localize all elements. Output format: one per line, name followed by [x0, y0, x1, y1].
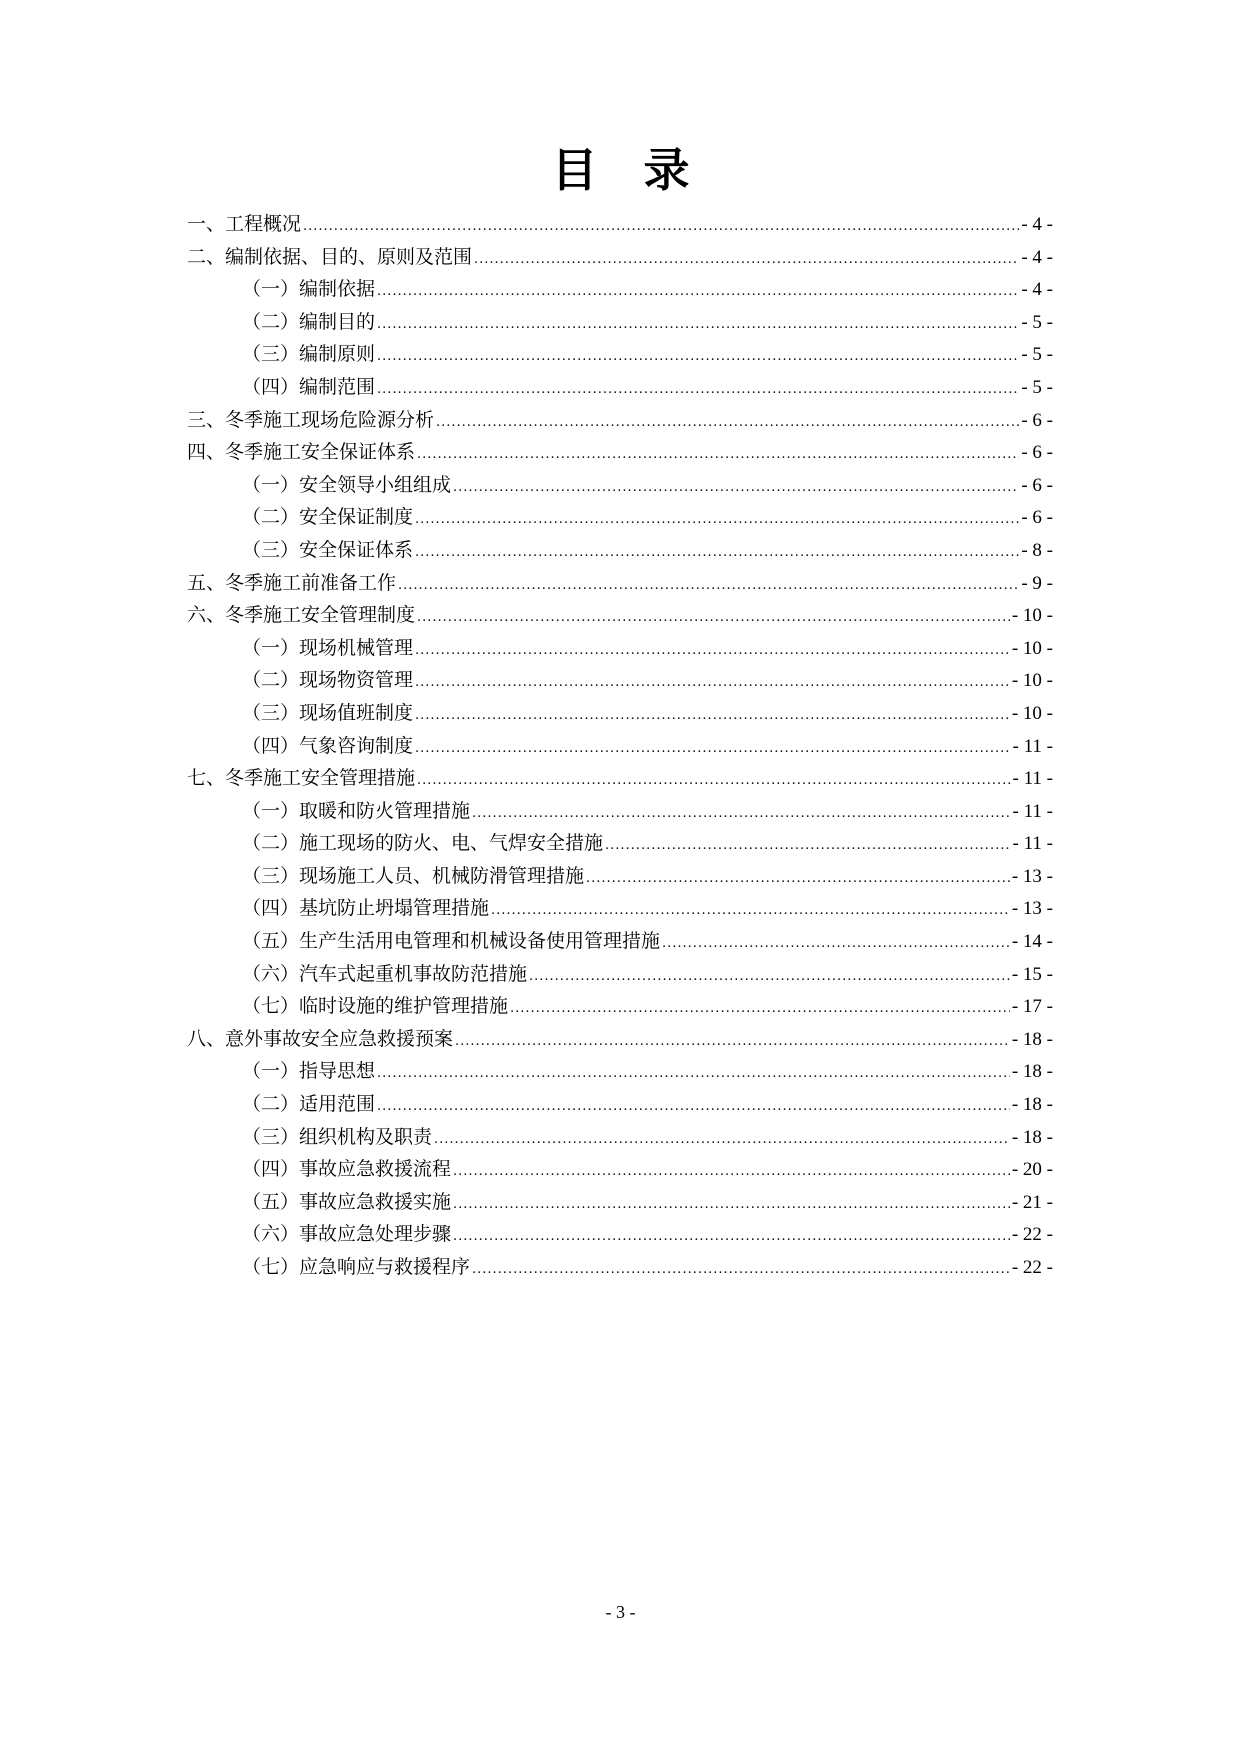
toc-dot-leader [415, 733, 1011, 766]
toc-entry-label: （六）事故应急处理步骤 [242, 1223, 452, 1246]
toc-dot-leader [662, 928, 1010, 961]
toc-dot-leader [415, 667, 1010, 700]
toc-entry-page: - 21 - [1011, 1191, 1053, 1213]
toc-dot-leader [377, 276, 1019, 309]
toc-entry-label: （二）现场物资管理 [242, 669, 414, 692]
toc-entry[interactable] [187, 306, 1053, 339]
toc-entry[interactable] [187, 1251, 1053, 1284]
toc-entry[interactable] [187, 241, 1053, 274]
toc-entry-page: - 11 - [1012, 768, 1053, 790]
toc-entry-label: （四）事故应急救援流程 [242, 1158, 452, 1181]
toc-entry-label: （五）生产生活用电管理和机械设备使用管理措施 [242, 930, 661, 953]
toc-entry[interactable] [187, 371, 1053, 404]
toc-entry[interactable] [187, 925, 1053, 958]
toc-dot-leader [377, 341, 1019, 374]
toc-entry-page: - 14 - [1011, 931, 1053, 953]
toc-entry[interactable] [187, 599, 1053, 632]
toc-entry-page: - 4 - [1021, 214, 1053, 235]
toc-entry-page: - 13 - [1011, 898, 1053, 920]
toc-dot-leader [436, 407, 1019, 440]
toc-entry[interactable] [187, 827, 1053, 860]
page-title: 目 录 [551, 143, 690, 197]
toc-entry[interactable] [187, 730, 1053, 763]
toc-entry-page: - 11 - [1012, 735, 1053, 757]
toc-entry-label: （四）编制范围 [242, 375, 376, 398]
toc-entry[interactable] [187, 501, 1053, 534]
toc-entry-label: （二）编制目的 [242, 310, 376, 333]
toc-entry-page: - 10 - [1011, 702, 1053, 724]
toc-entry-page: - 6 - [1021, 507, 1053, 529]
toc-entry[interactable] [187, 697, 1053, 730]
toc-entry[interactable] [187, 469, 1053, 502]
toc-entry-label: （四）气象咨询制度 [242, 734, 414, 757]
toc-entry-page: - 17 - [1011, 996, 1053, 1018]
toc-entry-label: 六、冬季施工安全管理制度 [187, 604, 416, 627]
toc-entry-page: - 18 - [1011, 1061, 1053, 1083]
toc-entry-page: - 20 - [1011, 1159, 1053, 1181]
toc-dot-leader [377, 1091, 1010, 1124]
toc-entry-label: （三）编制原则 [242, 343, 376, 366]
toc-dot-leader [586, 863, 1010, 896]
toc-entry[interactable] [187, 208, 1053, 241]
toc-entry[interactable] [187, 1088, 1053, 1121]
toc-entry-label: （二）施工现场的防火、电、气焊安全措施 [242, 832, 604, 855]
toc-entry[interactable] [187, 1121, 1053, 1154]
toc-entry-page: - 10 - [1011, 670, 1053, 692]
toc-entry-page: - 5 - [1021, 376, 1053, 398]
table-of-contents [187, 208, 1053, 1284]
toc-entry-page: - 22 - [1011, 1257, 1053, 1278]
toc-entry-page: - 6 - [1021, 442, 1053, 464]
toc-entry[interactable] [187, 1055, 1053, 1088]
toc-entry-label: （一）现场机械管理 [242, 636, 414, 659]
toc-entry[interactable] [187, 892, 1053, 925]
toc-entry-page: - 11 - [1012, 800, 1053, 822]
toc-dot-leader [529, 961, 1010, 994]
toc-entry-label: （七）应急响应与救援程序 [242, 1256, 471, 1278]
toc-dot-leader [434, 1124, 1010, 1157]
toc-entry-label: （四）基坑防止坍塌管理措施 [242, 897, 490, 920]
toc-entry[interactable] [187, 404, 1053, 437]
toc-entry-label: （三）现场施工人员、机械防滑管理措施 [242, 864, 585, 887]
toc-entry[interactable] [187, 567, 1053, 600]
toc-dot-leader [377, 374, 1019, 407]
toc-entry-page: - 13 - [1011, 865, 1053, 887]
toc-entry-page: - 22 - [1011, 1224, 1053, 1246]
toc-entry[interactable] [187, 990, 1053, 1023]
toc-entry[interactable] [187, 1186, 1053, 1219]
toc-entry[interactable] [187, 795, 1053, 828]
toc-dot-leader [377, 1058, 1010, 1091]
toc-dot-leader [453, 1221, 1010, 1254]
toc-dot-leader [453, 1189, 1010, 1222]
toc-entry-page: - 5 - [1021, 344, 1053, 366]
toc-entry-label: （五）事故应急救援实施 [242, 1190, 452, 1213]
toc-entry-label: 七、冬季施工安全管理措施 [187, 767, 416, 790]
toc-entry-label: 二、编制依据、目的、原则及范围 [187, 245, 473, 268]
toc-entry-label: （一）取暖和防火管理措施 [242, 799, 471, 822]
toc-dot-leader [472, 1254, 1010, 1287]
toc-entry[interactable] [187, 664, 1053, 697]
toc-entry[interactable] [187, 860, 1053, 893]
toc-dot-leader [415, 635, 1010, 668]
toc-dot-leader [417, 765, 1011, 798]
toc-entry-page: - 6 - [1021, 474, 1053, 496]
toc-dot-leader [453, 1156, 1010, 1189]
toc-entry-label: 一、工程概况 [187, 213, 302, 235]
toc-entry[interactable] [187, 436, 1053, 469]
toc-entry-label: （一）指导思想 [242, 1060, 376, 1083]
toc-entry[interactable] [187, 1218, 1053, 1251]
toc-dot-leader [474, 244, 1019, 277]
toc-dot-leader [398, 570, 1019, 603]
toc-dot-leader [415, 537, 1019, 570]
toc-entry[interactable] [187, 534, 1053, 567]
toc-dot-leader [415, 504, 1019, 537]
toc-dot-leader [453, 472, 1019, 505]
toc-entry[interactable] [187, 632, 1053, 665]
toc-entry-page: - 18 - [1011, 1126, 1053, 1148]
toc-entry-page: - 8 - [1021, 539, 1053, 561]
toc-entry-label: （六）汽车式起重机事故防范措施 [242, 962, 528, 985]
toc-dot-leader [415, 700, 1010, 733]
toc-dot-leader [472, 798, 1011, 831]
toc-entry[interactable] [187, 1023, 1053, 1056]
toc-entry-page: - 5 - [1021, 311, 1053, 333]
toc-entry-page: - 15 - [1011, 963, 1053, 985]
toc-entry-page: - 11 - [1012, 833, 1053, 855]
toc-entry-label: （三）现场值班制度 [242, 701, 414, 724]
toc-dot-leader [510, 993, 1010, 1026]
toc-entry[interactable] [187, 338, 1053, 371]
toc-entry-page: - 10 - [1011, 605, 1053, 627]
toc-entry-label: （三）组织机构及职责 [242, 1125, 433, 1148]
page-number: - 3 - [605, 1602, 636, 1622]
toc-dot-leader [417, 602, 1010, 635]
toc-entry-page: - 6 - [1021, 409, 1053, 431]
toc-entry-page: - 10 - [1011, 637, 1053, 659]
toc-dot-leader [455, 1026, 1010, 1059]
toc-entry-label: 五、冬季施工前准备工作 [187, 571, 397, 594]
toc-dot-leader [417, 439, 1019, 472]
toc-entry-label: 八、意外事故安全应急救援预案 [187, 1027, 454, 1050]
toc-entry-label: 三、冬季施工现场危险源分析 [187, 408, 435, 431]
toc-entry-label: （二）安全保证制度 [242, 506, 414, 529]
toc-entry[interactable] [187, 1153, 1053, 1186]
toc-entry-page: - 9 - [1021, 572, 1053, 594]
toc-entry-label: （一）编制依据 [242, 278, 376, 301]
toc-entry-label: （二）适用范围 [242, 1093, 376, 1116]
toc-entry[interactable] [187, 273, 1053, 306]
toc-dot-leader [303, 211, 1019, 244]
toc-dot-leader [605, 830, 1011, 863]
toc-entry-label: （七）临时设施的维护管理措施 [242, 995, 509, 1018]
toc-entry-page: - 4 - [1021, 246, 1053, 268]
toc-entry[interactable] [187, 958, 1053, 991]
toc-dot-leader [491, 895, 1010, 928]
toc-dot-leader [377, 309, 1019, 342]
toc-entry-page: - 4 - [1021, 279, 1053, 301]
toc-entry[interactable] [187, 762, 1053, 795]
toc-entry-label: 四、冬季施工安全保证体系 [187, 441, 416, 464]
toc-entry-page: - 18 - [1011, 1094, 1053, 1116]
toc-entry-label: （三）安全保证体系 [242, 538, 414, 561]
toc-entry-label: （一）安全领导小组组成 [242, 473, 452, 496]
toc-entry-page: - 18 - [1011, 1028, 1053, 1050]
